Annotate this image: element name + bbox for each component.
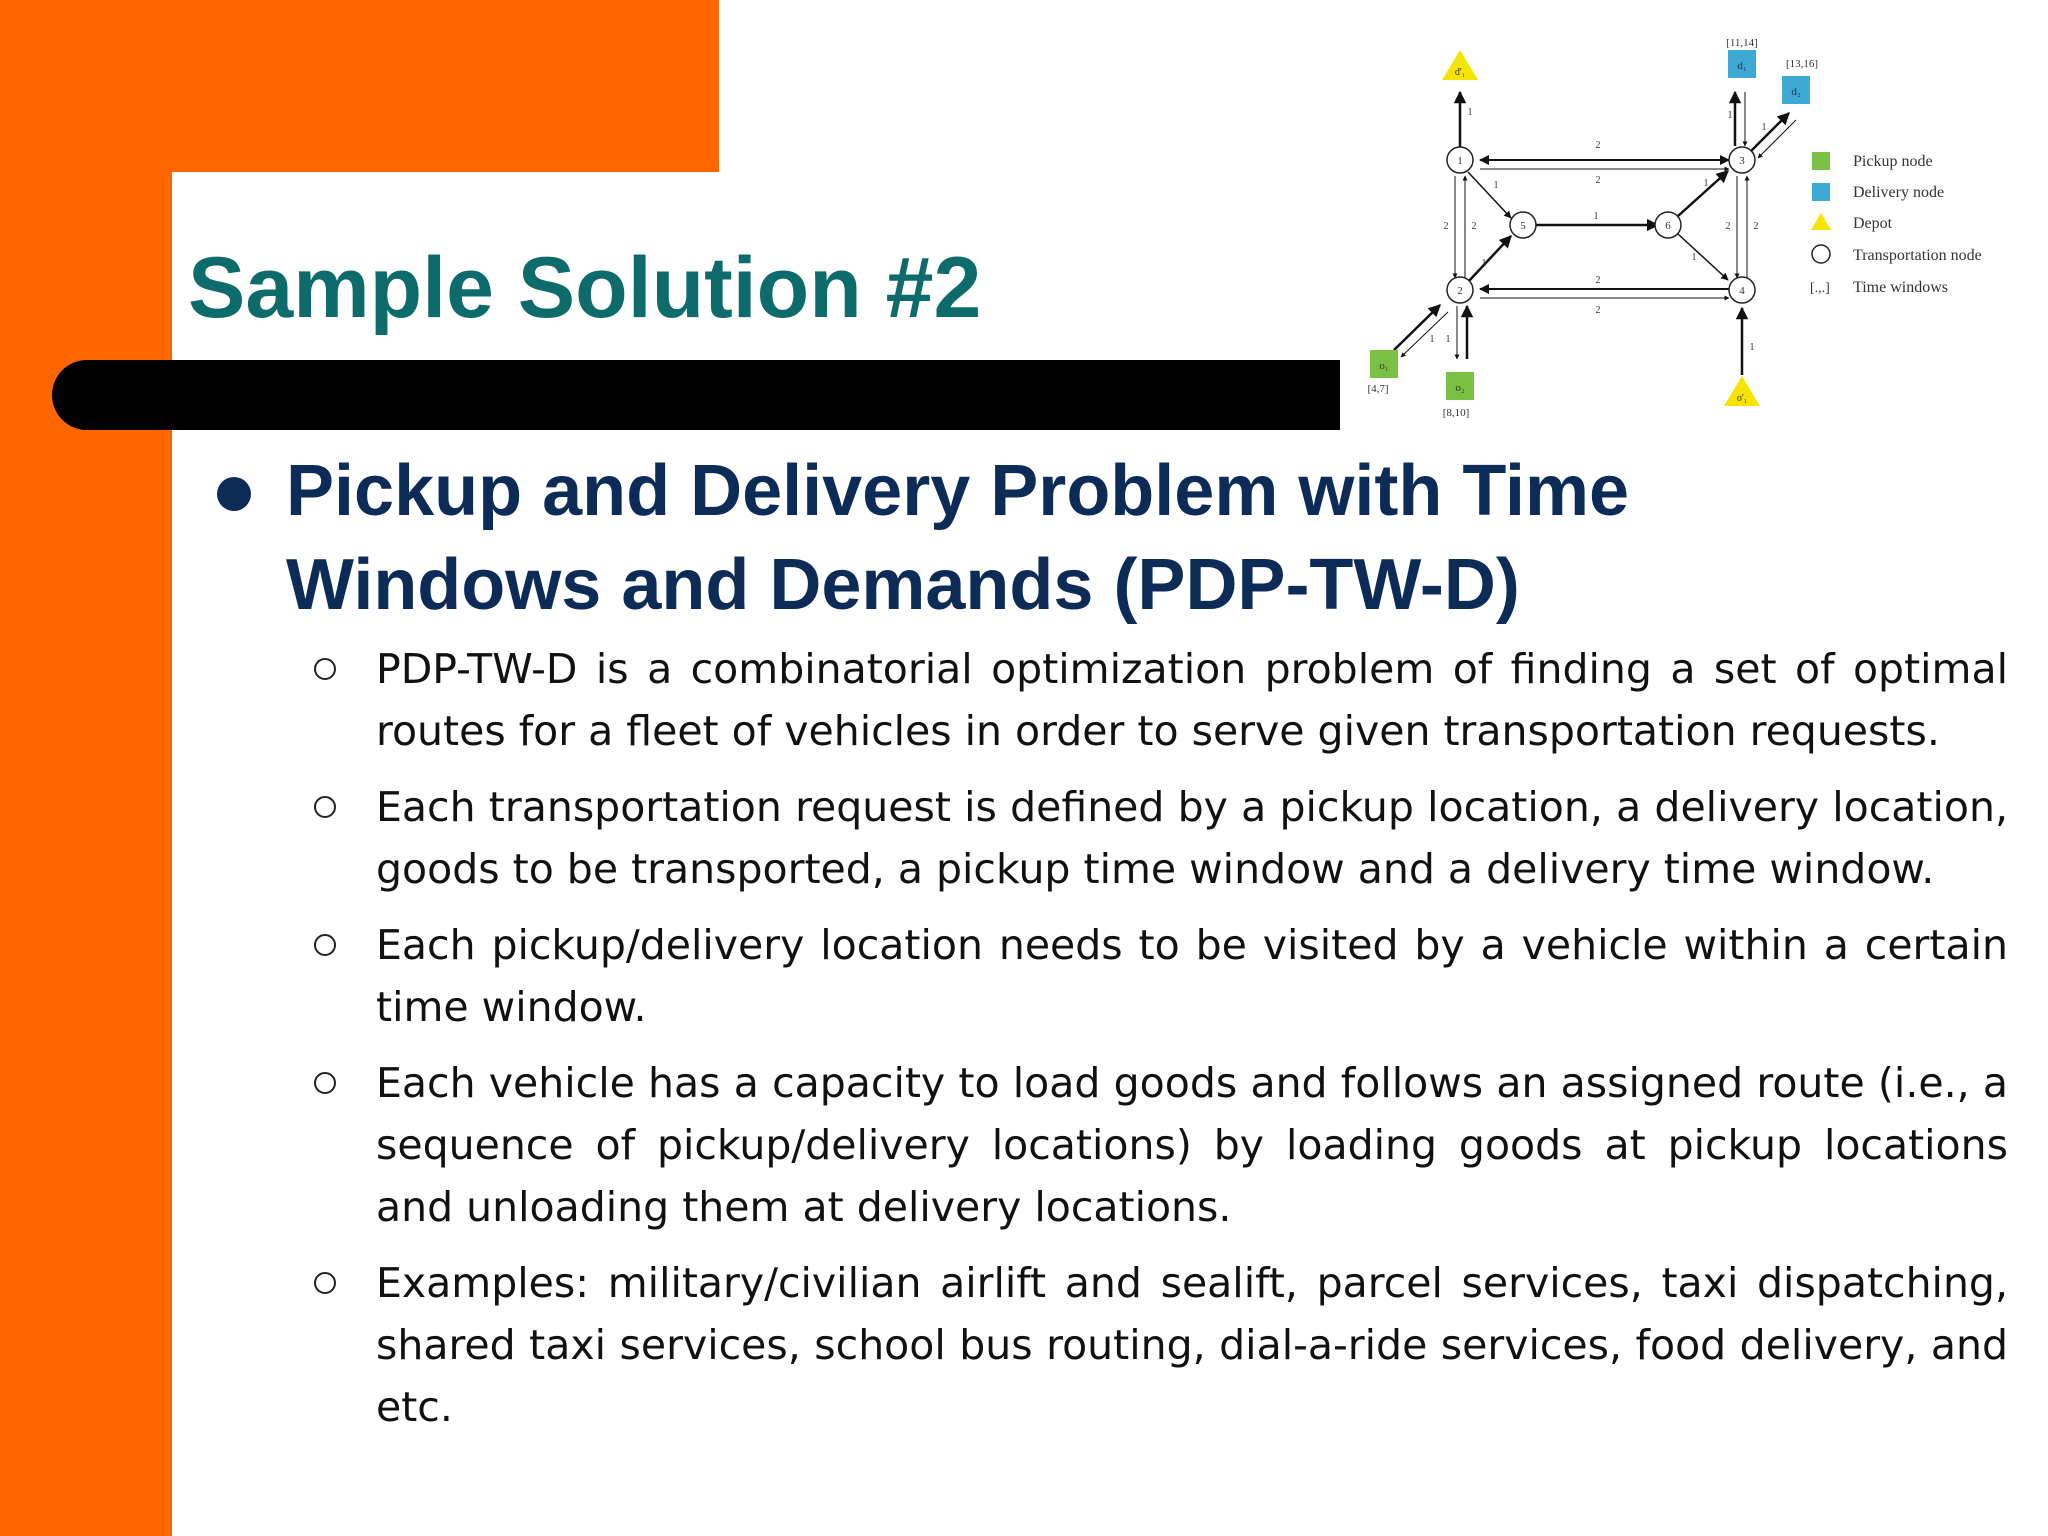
node-1-label: 1 <box>1457 155 1463 167</box>
orange-side-band <box>0 0 172 1536</box>
node-4-label: 4 <box>1739 285 1745 297</box>
weight-1-5: 1 <box>1493 180 1499 191</box>
pickup-node-o2-label: o₂ <box>1455 382 1465 394</box>
weight-2-4-bottom: 2 <box>1595 305 1601 316</box>
list-item-text: Each vehicle has a capacity to load goods and follows an assigned route (i.e., a sequence of pickup/delivery locations) by loading goods at pickup locations and unloading them at delivery locations. <box>376 1059 2008 1231</box>
main-heading: Pickup and Delivery Problem with Time Windows and Demands (PDP-TW-D) <box>286 451 1630 625</box>
weight-6-4: 1 <box>1691 252 1697 263</box>
weight-1-2-left: 2 <box>1443 221 1449 232</box>
time-window-d1: [11,14] <box>1726 37 1758 49</box>
node-2-label: 2 <box>1457 285 1463 297</box>
weight-3-d1: 1 <box>1727 110 1733 121</box>
legend-depot-label: Depot <box>1853 215 1893 232</box>
weight-2-4-top: 2 <box>1595 275 1601 286</box>
edge-6-4 <box>1678 234 1728 280</box>
time-window-o2: [8,10] <box>1442 407 1470 419</box>
weight-2-5: 1 <box>1481 258 1487 269</box>
weight-3-4-left: 2 <box>1725 221 1731 232</box>
bullet-dot <box>217 477 251 511</box>
legend-pickup-swatch <box>1812 152 1830 170</box>
list-item <box>300 776 2008 900</box>
delivery-node-d2-label: d₂ <box>1791 86 1801 98</box>
main-bullet <box>210 452 250 492</box>
weight-3-4-right: 2 <box>1753 221 1759 232</box>
weight-o2-2: 1 <box>1445 334 1451 345</box>
slide-title: Sample Solution #2 <box>188 240 982 336</box>
time-window-o1: [4,7] <box>1367 383 1389 395</box>
hollow-bullet-icon <box>314 934 336 956</box>
legend-timewindow-label: Time windows <box>1853 279 1948 296</box>
orange-top-band <box>0 0 719 172</box>
pickup-node-o1-label: o₁ <box>1379 360 1389 372</box>
legend-depot-swatch <box>1811 213 1831 230</box>
weight-o1-2: 1 <box>1429 334 1435 345</box>
weight-5-6: 1 <box>1593 211 1599 222</box>
node-5-label: 5 <box>1520 220 1526 232</box>
sub-bullet-list <box>300 638 2008 1452</box>
list-item <box>300 1252 2008 1438</box>
node-3-label: 3 <box>1739 155 1745 167</box>
depot-top-label: d'₁ <box>1454 67 1466 78</box>
weight-3-d2: 1 <box>1761 122 1767 133</box>
legend-transport-label: Transportation node <box>1853 247 1982 264</box>
legend-delivery-swatch <box>1812 183 1830 201</box>
list-item-text: Examples: military/civilian airlift and sealift, parcel services, taxi dispatching, shared taxi services, school bus routing, dial-a-ride services, food delivery, and etc. <box>376 1259 2008 1431</box>
weight-1-2-right: 2 <box>1471 221 1477 232</box>
list-item-text: Each pickup/delivery location needs to be visited by a vehicle within a certain time window. <box>376 921 2008 1031</box>
list-item <box>300 914 2008 1038</box>
edge-1-5 <box>1468 172 1511 218</box>
edge-2-5 <box>1468 236 1511 282</box>
weight-6-3: 1 <box>1703 178 1709 189</box>
depot-bottom-label: o'₁ <box>1736 393 1748 404</box>
time-window-d2: [13,16] <box>1785 58 1819 70</box>
node-6-label: 6 <box>1665 220 1671 232</box>
hollow-bullet-icon <box>314 658 336 680</box>
network-diagram <box>1340 20 2020 430</box>
hollow-bullet-icon <box>314 796 336 818</box>
delivery-node-d1-label: d₁ <box>1737 60 1747 72</box>
list-item-text: Each transportation request is defined by a pickup location, a delivery location, goods to be transported, a pickup time window and a delivery time window. <box>376 783 2008 893</box>
legend-bracket-glyph: [.,.] <box>1810 281 1830 296</box>
weight-depot-bottom-4: 1 <box>1749 342 1755 353</box>
list-item <box>300 1052 2008 1238</box>
list-item-text: PDP-TW-D is a combinatorial optimization problem of finding a set of optimal routes for a fleet of vehicles in order to serve given transportation requests. <box>376 645 2008 755</box>
weight-1-3-bottom: 2 <box>1595 175 1601 186</box>
list-item <box>300 638 2008 762</box>
weight-depot-top-1: 1 <box>1467 107 1473 118</box>
legend-transport-swatch <box>1812 245 1830 263</box>
legend-pickup-label: Pickup node <box>1853 153 1933 170</box>
weight-1-3-top: 2 <box>1595 140 1601 151</box>
hollow-bullet-icon <box>314 1072 336 1094</box>
hollow-bullet-icon <box>314 1272 336 1294</box>
legend-delivery-label: Delivery node <box>1853 184 1945 201</box>
